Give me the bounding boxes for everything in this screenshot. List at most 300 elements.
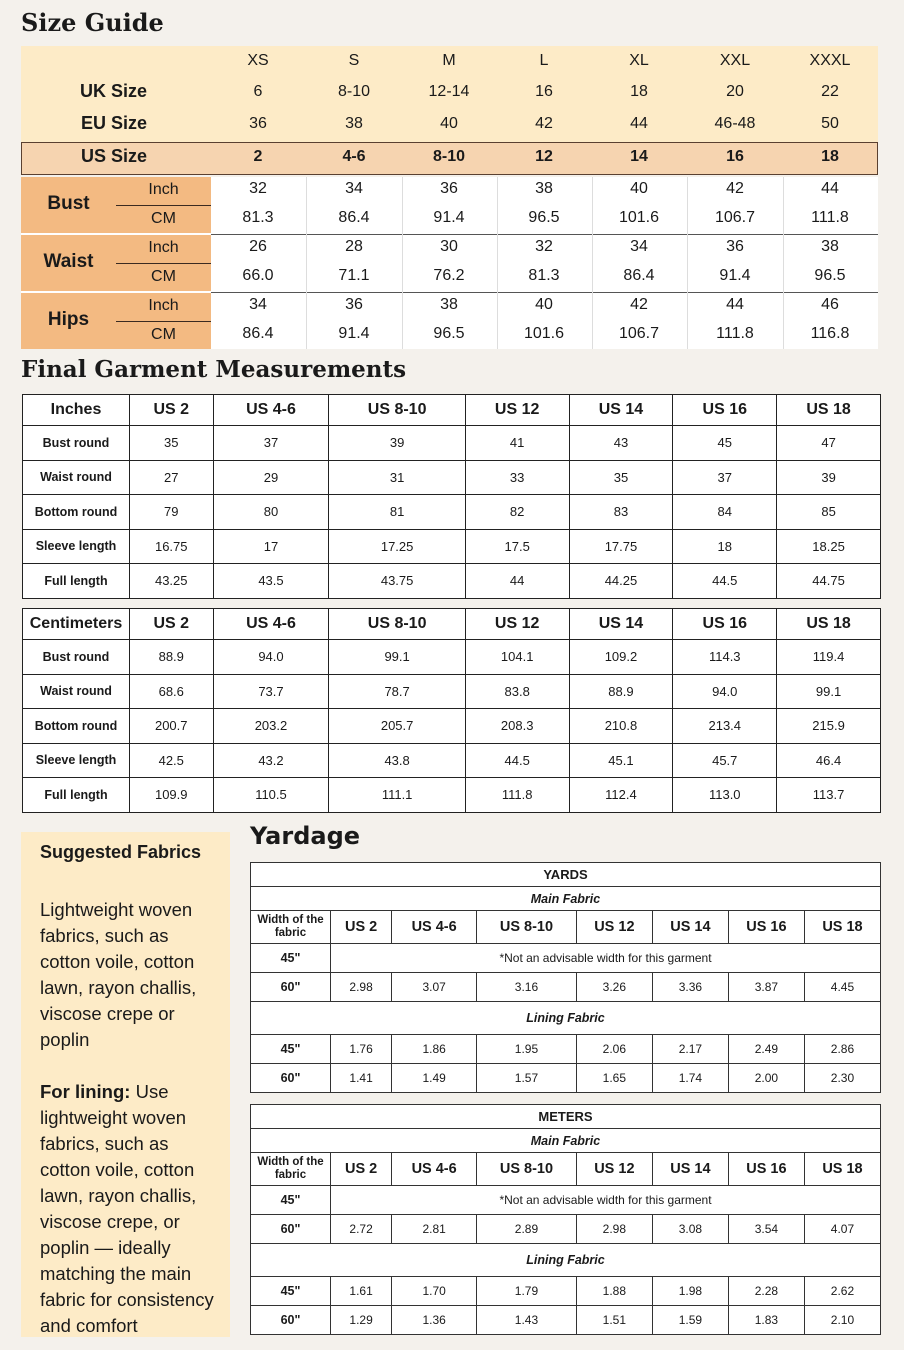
measure-name: Bust: [47, 193, 90, 214]
inch-value: 36: [440, 180, 458, 197]
row-label: Bust round: [23, 426, 130, 461]
measurement-cell: 45.7: [673, 743, 777, 778]
measurement-cell: 43.8: [329, 743, 465, 778]
size-letter: XXL: [719, 52, 751, 69]
table-row: [23, 564, 881, 599]
size-column-header: US 8-10: [329, 609, 465, 640]
row-label: Waist round: [23, 460, 130, 495]
measurement-cell: 43.2: [213, 743, 329, 778]
measurement-cell: 78.7: [329, 674, 465, 709]
measurement-cell: 79: [130, 495, 214, 530]
yardage-cell: 2.00: [728, 1064, 804, 1093]
yardage-cell: 1.61: [331, 1277, 392, 1306]
row-label: Full length: [23, 564, 130, 599]
fabric-width-label: 45": [251, 1186, 331, 1215]
measurement-cell: 203.2: [213, 709, 329, 744]
cm-value: 71.1: [338, 267, 370, 284]
not-advisable-note: *Not an advisable width for this garment: [331, 944, 881, 973]
measurement-cell: 99.1: [329, 640, 465, 675]
yardage-cell: 1.70: [392, 1277, 477, 1306]
measurement-cell: 104.1: [465, 640, 569, 675]
yardage-cell: 2.98: [576, 1215, 652, 1244]
yardage-cell: 2.98: [331, 973, 392, 1002]
measurement-cell: 43.5: [213, 564, 329, 599]
not-advisable-note: *Not an advisable width for this garment: [331, 1186, 881, 1215]
cm-value: 96.5: [814, 267, 846, 284]
unit-divider: [116, 263, 211, 264]
us-size-value: 2: [253, 148, 263, 165]
measurement-cell: 114.3: [673, 640, 777, 675]
lining-text: Use lightweight woven fabrics, such as cotton voile, cotton lawn, rayon challis, viscose crepe, or poplin — ideally matching the main fabric for consistency and comfort: [40, 1081, 214, 1336]
size-guide-title: Size Guide: [21, 8, 164, 37]
header-row: [251, 1153, 881, 1186]
yardage-meters-table: [250, 1104, 881, 1335]
size-column-header: US 4-6: [213, 609, 329, 640]
header-row: [23, 609, 881, 640]
garment-measurements-title: Final Garment Measurements: [21, 356, 407, 383]
size-column-header: US 16: [728, 1153, 804, 1186]
inch-label: Inch: [148, 239, 179, 256]
yardage-cell: 3.36: [652, 973, 728, 1002]
inch-value: 38: [535, 180, 553, 197]
section-row: [251, 1105, 881, 1129]
cm-label: CM: [151, 326, 176, 343]
inch-value: 32: [535, 238, 553, 255]
cm-value: 106.7: [714, 209, 756, 226]
uk-size-value: 16: [535, 83, 553, 100]
table-row: [23, 640, 881, 675]
fabrics-main-text: Lightweight woven fabrics, such as cotton voile, cotton lawn, rayon challis, viscose crepe or poplin: [40, 899, 197, 1050]
measurement-cell: 37: [673, 460, 777, 495]
measurement-cell: 31: [329, 460, 465, 495]
size-column-header: US 2: [130, 609, 214, 640]
size-column-header: US 8-10: [477, 1153, 577, 1186]
size-letter: XL: [629, 52, 649, 69]
measurement-cell: 44: [465, 564, 569, 599]
yardage-cell: 1.43: [477, 1306, 577, 1335]
table-row: [251, 1035, 881, 1064]
measurement-cell: 94.0: [213, 640, 329, 675]
yardage-yards-table: [250, 862, 881, 1093]
measurement-cell: 29: [213, 460, 329, 495]
measurement-cell: 47: [777, 426, 881, 461]
column-divider: [402, 177, 403, 349]
inch-label: Inch: [148, 297, 179, 314]
size-letter: S: [348, 52, 360, 69]
measurement-cell: 33: [465, 460, 569, 495]
cm-value: 91.4: [338, 325, 370, 342]
inch-value: 42: [726, 180, 744, 197]
size-column-header: US 16: [673, 395, 777, 426]
measurement-cell: 84: [673, 495, 777, 530]
row-label: Sleeve length: [23, 529, 130, 564]
yardage-cell: 1.41: [331, 1064, 392, 1093]
table-row: [251, 973, 881, 1002]
measurement-cell: 81: [329, 495, 465, 530]
fabric-width-label: 45": [251, 944, 331, 973]
eu-size-value: 50: [821, 115, 839, 132]
table-row: [251, 1306, 881, 1335]
section-row: [251, 863, 881, 887]
cm-value: 86.4: [338, 209, 370, 226]
cm-label: CM: [151, 210, 176, 227]
size-letter: L: [539, 52, 549, 69]
cm-value: 81.3: [528, 267, 560, 284]
fabric-width-label: 60": [251, 1064, 331, 1093]
measurement-cell: 82: [465, 495, 569, 530]
inch-value: 34: [249, 296, 267, 313]
yardage-cell: 1.74: [652, 1064, 728, 1093]
uk-size-label: UK Size: [79, 81, 147, 101]
yardage-cell: 2.72: [331, 1215, 392, 1244]
size-column-header: US 2: [130, 395, 214, 426]
size-letter: M: [442, 52, 456, 69]
cm-value: 86.4: [242, 325, 274, 342]
yardage-cell: 4.45: [804, 973, 880, 1002]
cm-value: 101.6: [523, 325, 565, 342]
yardage-cell: 1.79: [477, 1277, 577, 1306]
row-divider: [211, 234, 878, 235]
yardage-cell: 3.87: [728, 973, 804, 1002]
measurement-cell: 200.7: [130, 709, 214, 744]
header-row: [251, 911, 881, 944]
table-row: [23, 495, 881, 530]
fabric-width-label: 60": [251, 1215, 331, 1244]
fabric-width-label: 60": [251, 1306, 331, 1335]
measurement-cell: 94.0: [673, 674, 777, 709]
size-column-header: US 2: [331, 1153, 392, 1186]
measurement-cell: 43: [569, 426, 673, 461]
garment-inches-table: [22, 394, 881, 599]
cm-value: 91.4: [433, 209, 465, 226]
yardage-cell: 1.36: [392, 1306, 477, 1335]
yardage-cell: 1.65: [576, 1064, 652, 1093]
lining-label: For lining:: [40, 1081, 131, 1102]
measurement-cell: 113.7: [777, 778, 881, 813]
uk-size-value: 6: [253, 83, 263, 100]
fabric-width-label: 60": [251, 973, 331, 1002]
size-column-header: US 12: [465, 395, 569, 426]
measurement-cell: 35: [130, 426, 214, 461]
measurement-cell: 17.5: [465, 529, 569, 564]
inch-value: 38: [440, 296, 458, 313]
inch-value: 44: [726, 296, 744, 313]
measurement-cell: 88.9: [130, 640, 214, 675]
header-row: [23, 395, 881, 426]
table-row: [23, 529, 881, 564]
fabric-width-label: 45": [251, 1277, 331, 1306]
yardage-cell: 2.89: [477, 1215, 577, 1244]
measurement-cell: 99.1: [777, 674, 881, 709]
inch-value: 30: [440, 238, 458, 255]
lining-fabric-label: Lining Fabric: [251, 1244, 881, 1277]
unit-divider: [116, 321, 211, 322]
size-column-header: US 14: [652, 911, 728, 944]
measurement-cell: 88.9: [569, 674, 673, 709]
measurement-cell: 208.3: [465, 709, 569, 744]
cm-value: 116.8: [810, 325, 850, 342]
inch-value: 32: [249, 180, 267, 197]
inch-value: 34: [630, 238, 648, 255]
yardage-cell: 1.83: [728, 1306, 804, 1335]
eu-size-value: 36: [249, 115, 267, 132]
row-label: Bottom round: [23, 495, 130, 530]
measurement-cell: 45.1: [569, 743, 673, 778]
measure-block-hips: [21, 293, 211, 349]
inch-label: Inch: [148, 181, 179, 198]
yardage-cell: 3.16: [477, 973, 577, 1002]
size-column-header: US 14: [569, 609, 673, 640]
measure-name: Waist: [43, 251, 94, 272]
measurement-cell: 68.6: [130, 674, 214, 709]
measurement-cell: 41: [465, 426, 569, 461]
us-size-value: 12: [535, 148, 553, 165]
cm-value: 66.0: [242, 267, 274, 284]
measurement-cell: 215.9: [777, 709, 881, 744]
width-header: Width of the fabric: [251, 1153, 331, 1186]
table-row: [251, 1215, 881, 1244]
yardage-cell: 2.62: [804, 1277, 880, 1306]
us-size-value: 14: [630, 148, 648, 165]
measurement-cell: 37: [213, 426, 329, 461]
us-size-value: 18: [821, 148, 839, 165]
size-column-header: US 8-10: [477, 911, 577, 944]
yardage-cell: 3.26: [576, 973, 652, 1002]
cm-value: 96.5: [528, 209, 560, 226]
size-letter: XXXL: [809, 52, 851, 69]
eu-size-value: 40: [440, 115, 458, 132]
size-column-header: US 4-6: [392, 911, 477, 944]
measurement-cell: 43.25: [130, 564, 214, 599]
measurement-cell: 111.8: [465, 778, 569, 813]
measurement-cell: 44.75: [777, 564, 881, 599]
table-row: [251, 944, 881, 973]
measurement-cell: 43.75: [329, 564, 465, 599]
unit-divider: [116, 205, 211, 206]
uk-size-value: 22: [821, 83, 839, 100]
measurement-cell: 44.5: [465, 743, 569, 778]
size-column-header: US 4-6: [392, 1153, 477, 1186]
size-column-header: US 8-10: [329, 395, 465, 426]
size-column-header: US 12: [465, 609, 569, 640]
uk-size-value: 18: [630, 83, 648, 100]
cm-value: 96.5: [433, 325, 465, 342]
measurement-cell: 39: [777, 460, 881, 495]
table-row: [23, 460, 881, 495]
inch-value: 34: [345, 180, 363, 197]
inch-value: 44: [821, 180, 839, 197]
measurement-cell: 109.9: [130, 778, 214, 813]
measurement-cell: 45: [673, 426, 777, 461]
subsection-row: [251, 1244, 881, 1277]
yardage-cell: 3.54: [728, 1215, 804, 1244]
main-fabric-label: Main Fabric: [251, 887, 881, 911]
measurement-cell: 112.4: [569, 778, 673, 813]
size-letter: XS: [247, 52, 269, 69]
inch-value: 28: [345, 238, 363, 255]
measurement-cell: 18.25: [777, 529, 881, 564]
size-column-header: US 16: [728, 911, 804, 944]
cm-value: 111.8: [811, 209, 849, 226]
measurement-cell: 27: [130, 460, 214, 495]
yardage-cell: 2.30: [804, 1064, 880, 1093]
cm-value: 81.3: [242, 209, 274, 226]
subsection-row: [251, 1129, 881, 1153]
yardage-cell: 1.95: [477, 1035, 577, 1064]
measurement-cell: 42.5: [130, 743, 214, 778]
measurement-cell: 213.4: [673, 709, 777, 744]
inch-value: 36: [345, 296, 363, 313]
row-label: Bust round: [23, 640, 130, 675]
measurement-cell: 46.4: [777, 743, 881, 778]
measurement-cell: 119.4: [777, 640, 881, 675]
measure-block-waist: [21, 235, 211, 291]
size-column-header: US 4-6: [213, 395, 329, 426]
inch-value: 40: [535, 296, 553, 313]
yardage-cell: 2.86: [804, 1035, 880, 1064]
measurement-cell: 73.7: [213, 674, 329, 709]
us-size-value: 8-10: [432, 148, 466, 165]
measure-name: Hips: [47, 309, 90, 330]
unit-section-label: METERS: [251, 1105, 881, 1129]
yardage-title: Yardage: [250, 822, 361, 850]
us-size-value: 4-6: [342, 148, 366, 165]
table-row: [23, 709, 881, 744]
inch-value: 38: [821, 238, 839, 255]
row-label: Full length: [23, 778, 130, 813]
inch-value: 46: [821, 296, 839, 313]
column-divider: [497, 177, 498, 349]
garment-cm-table: [22, 608, 881, 813]
measurement-cell: 110.5: [213, 778, 329, 813]
subsection-row: [251, 1002, 881, 1035]
eu-size-value: 38: [345, 115, 363, 132]
measurement-cell: 39: [329, 426, 465, 461]
size-column-header: US 14: [569, 395, 673, 426]
measurement-cell: 44.5: [673, 564, 777, 599]
yardage-cell: 1.51: [576, 1306, 652, 1335]
measure-block-bust: [21, 177, 211, 233]
measurement-cell: 18: [673, 529, 777, 564]
table-row: [23, 778, 881, 813]
measurement-cell: 113.0: [673, 778, 777, 813]
inch-value: 42: [630, 296, 648, 313]
fabric-width-label: 45": [251, 1035, 331, 1064]
eu-size-label: EU Size: [80, 113, 147, 133]
row-label: Sleeve length: [23, 743, 130, 778]
cm-value: 106.7: [618, 325, 660, 342]
cm-value: 86.4: [623, 267, 655, 284]
width-header: Width of the fabric: [251, 911, 331, 944]
column-divider: [687, 177, 688, 349]
unit-header: Centimeters: [23, 609, 130, 640]
yardage-cell: 2.17: [652, 1035, 728, 1064]
fabrics-lining-text: [40, 1079, 218, 1339]
table-row: [23, 426, 881, 461]
column-divider: [306, 177, 307, 349]
measurement-cell: 111.1: [329, 778, 465, 813]
row-label: Waist round: [23, 674, 130, 709]
size-column-header: US 14: [652, 1153, 728, 1186]
measurement-cell: 83.8: [465, 674, 569, 709]
us-size-label: US Size: [80, 146, 147, 166]
cm-value: 101.6: [618, 209, 660, 226]
yardage-cell: 3.07: [392, 973, 477, 1002]
table-row: [251, 1277, 881, 1306]
size-column-header: US 2: [331, 911, 392, 944]
size-column-header: US 12: [576, 1153, 652, 1186]
yardage-cell: 2.81: [392, 1215, 477, 1244]
inch-value: 26: [249, 238, 267, 255]
eu-size-value: 44: [630, 115, 648, 132]
yardage-cell: 4.07: [804, 1215, 880, 1244]
measurement-cell: 85: [777, 495, 881, 530]
row-label: Bottom round: [23, 709, 130, 744]
eu-size-value: 42: [535, 115, 553, 132]
yardage-cell: 1.29: [331, 1306, 392, 1335]
measurement-cell: 44.25: [569, 564, 673, 599]
size-guide-table: [21, 46, 878, 349]
yardage-cell: 1.98: [652, 1277, 728, 1306]
yardage-cell: 2.06: [576, 1035, 652, 1064]
uk-size-value: 8-10: [337, 83, 371, 100]
yardage-cell: 1.49: [392, 1064, 477, 1093]
size-column-header: US 18: [777, 395, 881, 426]
yardage-cell: 3.08: [652, 1215, 728, 1244]
measurement-cell: 205.7: [329, 709, 465, 744]
yardage-cell: 2.28: [728, 1277, 804, 1306]
measurement-cell: 17.75: [569, 529, 673, 564]
yardage-cell: 1.57: [477, 1064, 577, 1093]
cm-value: 76.2: [433, 267, 465, 284]
measurement-cell: 17: [213, 529, 329, 564]
fabrics-title: Suggested Fabrics: [40, 842, 202, 862]
suggested-fabrics-panel: [21, 832, 230, 1337]
uk-size-value: 20: [726, 83, 744, 100]
table-row: [251, 1064, 881, 1093]
column-divider: [783, 177, 784, 349]
measurement-cell: 210.8: [569, 709, 673, 744]
table-row: [251, 1186, 881, 1215]
size-column-header: US 18: [804, 1153, 880, 1186]
uk-size-value: 12-14: [428, 83, 470, 100]
measurement-cell: 83: [569, 495, 673, 530]
yardage-cell: 2.49: [728, 1035, 804, 1064]
yardage-cell: 1.86: [392, 1035, 477, 1064]
yardage-cell: 1.88: [576, 1277, 652, 1306]
measurement-cell: 109.2: [569, 640, 673, 675]
measurement-cell: 35: [569, 460, 673, 495]
unit-section-label: YARDS: [251, 863, 881, 887]
yardage-cell: 1.76: [331, 1035, 392, 1064]
measurement-cell: 17.25: [329, 529, 465, 564]
inch-value: 36: [726, 238, 744, 255]
measurement-cell: 16.75: [130, 529, 214, 564]
row-divider: [211, 292, 878, 293]
size-column-header: US 12: [576, 911, 652, 944]
cm-value: 111.8: [716, 325, 754, 342]
unit-header: Inches: [23, 395, 130, 426]
cm-label: CM: [151, 268, 176, 285]
size-column-header: US 16: [673, 609, 777, 640]
table-row: [23, 674, 881, 709]
yardage-cell: 2.10: [804, 1306, 880, 1335]
lining-fabric-label: Lining Fabric: [251, 1002, 881, 1035]
cm-value: 91.4: [719, 267, 751, 284]
inch-value: 40: [630, 180, 648, 197]
subsection-row: [251, 887, 881, 911]
measurement-cell: 80: [213, 495, 329, 530]
